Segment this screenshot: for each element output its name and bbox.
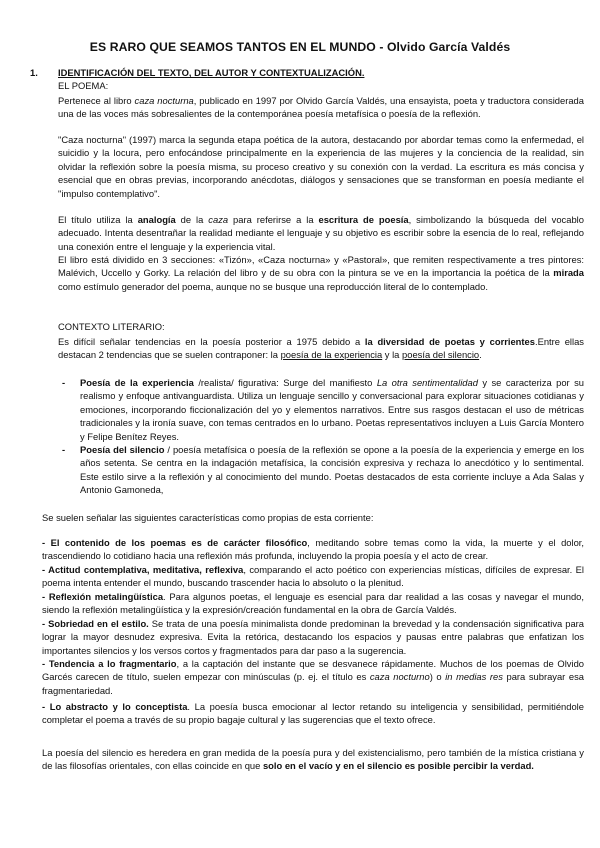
section-heading-text: IDENTIFICACIÓN DEL TEXTO, DEL AUTOR Y CONTEXTUALIZACIÓN. [58, 67, 365, 78]
feature-item: - El contenido de los poemas es de carácter filosófico, meditando sobre temas como la vida, la muerte y el dolor, trascendiendo lo cotidiano hacia una reflexión más profunda, incluyendo la propia poesía y el acto de crear. [42, 537, 584, 562]
section-heading [30, 67, 364, 78]
paragraph-caza-nocturna: "Caza nocturna" (1997) marca la segunda etapa poética de la autora, destacando por abordar temas como la enfermedad, el suicidio y la locura, pero enfocándose principalmente en la experiencia de las mujeres y la conciencia de la realidad, sin olvidar la reflexión sobre la poesía misma, su proceso creativo y su conexión con la verdad. La escritura es más concisa y esencial que en obras previas, incorporando anécdotas, diálogos y sensaciones que se transforman en poesía mediante el "impulso contemplativo". [58, 134, 584, 199]
feature-item: - Tendencia a lo fragmentario, a la captación del instante que se desvanece rápidamente. Muchos de los poemas de Olvido Garcés carecen de título, suelen empezar con minúsculas (p. ej. el título es caza nocturno) o in medias res para subrayar esa fragmentariedad. [42, 658, 584, 696]
paragraph-title-analogy: El título utiliza la analogía de la caza para referirse a la escritura de poesía, simbolizando la búsqueda del vocablo adecuado. Intenta desentrañar la realidad mediante el lenguaje y su objetivo es escribir sobre la esencia de lo real, reflejando una conexión entre el lenguaje y la experiencia vital. [58, 214, 584, 252]
paragraph-context: Es difícil señalar tendencias en la poesía posterior a 1975 debido a la diversidad de poetas y corrientes.Entre ellas destacan 2 tendencias que se suelen contraponer: la poesía de la experiencia y la poesía del silencio. [58, 336, 584, 361]
bullet-silencio: - Poesía del silencio / poesía metafísica o poesía de la reflexión se opone a la poesía de la experiencia y emerge en los años setenta. Se centra en la indagación metafísica, la concisión expresiva y rechaza lo anecdótico y lo sentimental. Este estilo sirve a la reflexión y al conocimiento del mundo. Poetas destacados de esta corriente incluye a Ada Salas y Antonio Gamoneda, [62, 444, 585, 496]
bullet-experiencia: - Poesía de la experiencia /realista/ figurativa: Surge del manifiesto La otra sentimentalidad y se caracteriza por su realismo y enfoque antivanguardista. Utiliza un lenguaje sencillo y conversacional para explorar situaciones cotidianas y emociones, incorporando ficcionalización del yo y elementos narrativos. Entre sus rasgos destacan el uso de métricas tradicionales y la ironía suave, con temas centrados en lo urbano. Poetas representativos incluyen a Luis García Montero y Felipe Benítez Reyes. [62, 377, 584, 442]
feature-item: - Sobriedad en el estilo. Se trata de una poesía minimalista donde predominan la brevedad y la condensación significativa para lograr la mayor desnudez expresiva. Evita la retórica, destacando los espacios y pausas entre palabras que enfatizan los importantes silencios y los versos cortos y fragmentados para dar paso a la sugerencia. [42, 618, 584, 656]
features-intro: Se suelen señalar las siguientes características como propias de esta corriente: [42, 512, 374, 523]
feature-item: - Actitud contemplativa, meditativa, reflexiva, comparando el acto poético con experiencias místicas, difíciles de expresar. El poema intenta entender el mundo, buscando trascender hacia lo absoluto o la plenitud. [42, 564, 584, 589]
feature-item: - Reflexión metalingüística. Para algunos poetas, el lenguaje es esencial para dar realidad a las cosas y navegar el mundo, siendo la reflexión metalingüística y la expresión/creación fundamental en la obra de García Valdés. [42, 591, 584, 616]
poema-label: EL POEMA: [58, 80, 109, 91]
section-number: 1. [30, 67, 38, 78]
feature-item: - Lo abstracto y lo conceptista. La poesía busca emocionar al lector retando su inteligencia y sensibilidad, permitiéndole completar el poema a través de su propio bagaje cultural y las sugerencias que el texto ofrece. [42, 701, 584, 726]
paragraph-closing: La poesía del silencio es heredera en gran medida de la poesía pura y del existencialismo, pero también de la mística cristiana y de las filosofías orientales, con ellas coincide en que solo en el vacío y en el silencio es posible percibir la verdad. [42, 747, 584, 772]
paragraph-book: Pertenece al libro caza nocturna, publicado en 1997 por Olvido García Valdés, una ensayista, poeta y traductora considerada una de las voces más sobresalientes de la contemporánea poesía metafísica o poesía de la reflexión. [58, 95, 584, 120]
contexto-label: CONTEXTO LITERARIO: [58, 321, 165, 332]
paragraph-sections: El libro está dividido en 3 secciones: «Tizón», «Caza nocturna» y «Pastoral», que remiten respectivamente a tres pintores: Malévich, Uccello y Gorky. La relación del libro y de su obra con la pintura se ve en la importancia la poética de la mirada como estímulo generador del poema, aunque no se busque una reproducción literal de lo contemplado. [58, 254, 584, 292]
page-title: ES RARO QUE SEAMOS TANTOS EN EL MUNDO - Olvido García Valdés [89, 40, 511, 54]
